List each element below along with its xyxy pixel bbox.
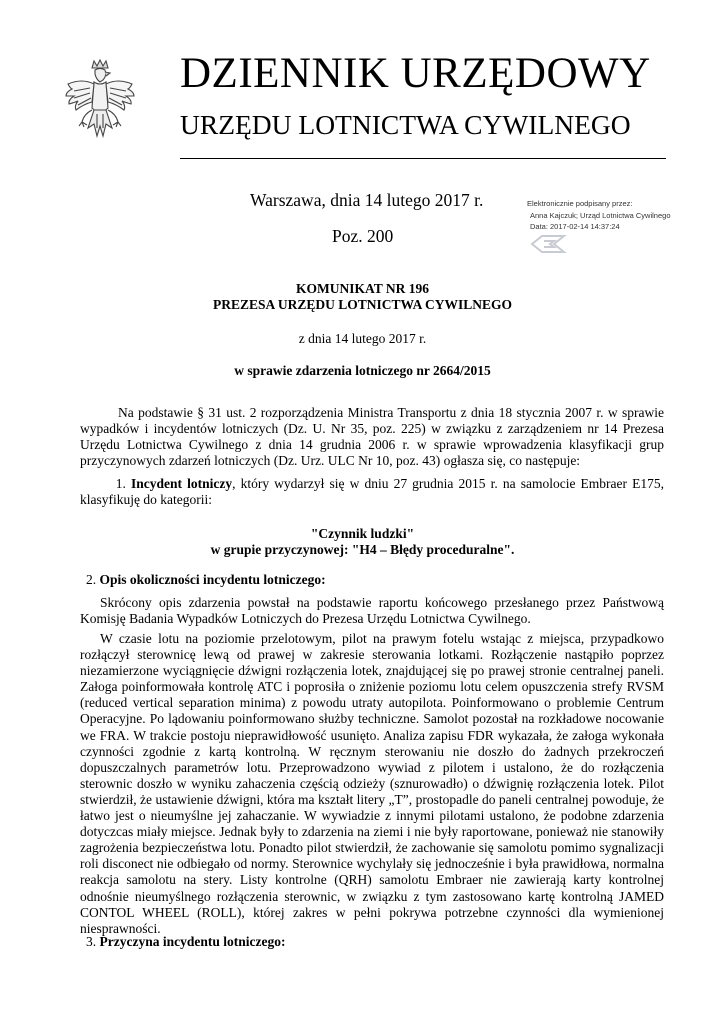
header-divider (180, 158, 666, 159)
journal-title: DZIENNIK URZĘDOWY (180, 50, 651, 97)
summary-paragraph: Skrócony opis zdarzenia powstał na podstawie raportu końcowego przesłanego przez Państwową Komisję Badania Wypadków Lotniczych do Prezesa Urzędu Lotnictwa Cywilnego. (80, 595, 664, 627)
description-paragraph: W czasie lotu na poziomie przelotowym, pilot na prawym fotelu wstając z miejsca, przypadkowo rozłączył sterownicę lewą od prawej w zakresie sterowania lotkami. Rozłączenie nastąpiło poprzez niezamierzone wyciągnięcie dźwigni rozłączenia lotek, znajdującej się po prawej stronie centralnej paneli. Załoga poinformowała kontrolę ATC i poprosiła o zniżenie poziomu lotu celem opuszczenia strefy RVSM (reduced vertical separation minima) z powodu utraty autopilota. Poinformowano o problemie Centrum Operacyjne. Po lądowaniu poinformowano służby techniczne. Samolot pozostał na rozkładowe nocowanie we FRA. W trakcie postoju nieprawidłowość usunięto. Analiza zapisu FDR wykazała, że załoga wykonała czynności zgodnie z kartą kontrolną. W ręcznym sterowaniu nie doszło do żadnych przekroczeń dopuszczalnych parametrów lotu. Przeprowadzono wywiad z pilotem i ustalono, że do rozłączenia sterownic doszło w wyniku zahaczenia częścią odzieży (sznurowadło) o dźwignię rozłączenia lotek. Pilot stwierdził, że ustawienie dźwigni, która ma kształt litery „T”, prostopadle do paneli centralnej powoduje, że łatwo jest o nieumyślne jej zahaczanie. W wywiadzie z innymi pilotami ustalono, że podobne zdarzenia dotyczcas miały miejsce. Jednak były to zdarzenia na ziemi i nie były raportowane, ponieważ nie stanowiły zagrożenia bezpieczeństwa lotu. Ponadto pilot stwierdził, że zachowanie się samolotu pomimo sygnalizacji roli disconect nie odbiegało od normy. Sterownice wychylały się jednocześnie i była prawidłowa, normalna reakcja samolotu na stery. Listy kontrolne (QRH) samolotu Embraer nie zawierają karty kontrolnej odnośnie nieumyślnego rozłączenia sterownic, w związku z tym zastosowano kartę kontrolną JAMED CONTOL WHEEL (ROLL), której zakres w pełni pokrywa potrzebne czynności dla wymienionej niesprawności. (80, 631, 664, 936)
komunikat-issuer: PREZESA URZĘDU LOTNICTWA CYWILNEGO (213, 297, 512, 312)
signature-date: Data: 2017-02-14 14:37:24 (530, 222, 620, 231)
polish-eagle-icon (62, 58, 138, 150)
item-3-heading: 3. Przyczyna incydentu lotniczego: (86, 934, 286, 949)
komunikat-date: z dnia 14 lutego 2017 r. (298, 331, 427, 346)
item-1-paragraph: 1. Incydent lotniczy, który wydarzył się w dniu 27 grudnia 2015 r. na samolocie Embraer E175, klasyfikuję do kategorii: (80, 476, 665, 508)
signature-signer: Anna Kajczuk; Urząd Lotnictwa Cywilnego (530, 211, 671, 220)
position-number: Poz. 200 (332, 226, 394, 246)
factor-line1: "Czynnik ludzki" (310, 526, 415, 541)
factor-line2: w grupie przyczynowej: "H4 – Błędy proceduralne". (210, 542, 515, 557)
intro-paragraph: Na podstawie § 31 ust. 2 rozporządzenia Ministra Transportu z dnia 18 stycznia 2007 r. w sprawie wypadków i incydentów lotniczych (Dz. U. Nr 35, poz. 225) w związku z zarządzeniem nr 14 Prezesa Urzędu Lotnictwa Cywilnego z dnia 14 grudnia 2006 r. w sprawie wprowadzenia klasyfikacji grup przyczynowych zdarzeń lotniczych (Dz. Urz. ULC Nr 10, poz. 43) ogłasza się, co następuje: (80, 405, 664, 469)
komunikat-subject: w sprawie zdarzenia lotniczego nr 2664/2015 (234, 363, 491, 378)
signature-line1: Elektronicznie podpisany przez: (527, 199, 633, 208)
komunikat-number: KOMUNIKAT NR 196 (295, 281, 429, 296)
item-2-heading: 2. Opis okoliczności incydentu lotniczego: (86, 572, 326, 587)
journal-subtitle: URZĘDU LOTNICTWA CYWILNEGO (180, 109, 631, 140)
place-date: Warszawa, dnia 14 lutego 2017 r. (250, 190, 484, 210)
signature-seal-icon (528, 232, 568, 254)
